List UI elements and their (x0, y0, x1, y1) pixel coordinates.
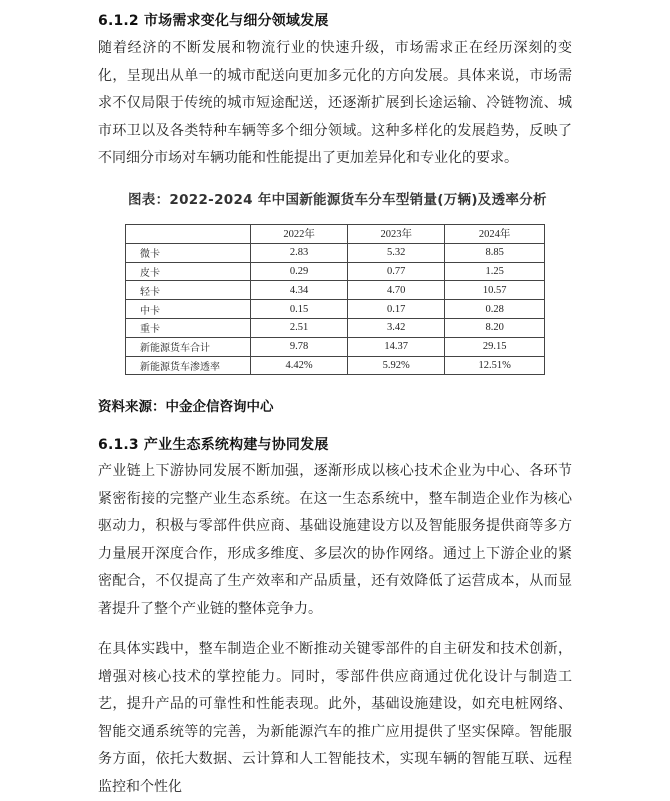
section-paragraph-market-demand: 随着经济的不断发展和物流行业的快速升级，市场需求正在经历深刻的变化，呈现出从单一的城市配送向更加多元化的方向发展。具体来说，市场需求不仅局限于传统的城市短途配送，还逐渐扩展到长途运输、冷链物流、城市环卫以及各类特种车辆等多个细分领域。这种多样化的发展趋势，反映了不同细分市场对车辆功能和性能提出了更加差异化和专业化的要求。 (98, 40, 572, 166)
section-paragraph-ecosystem: 产业链上下游协同发展不断加强，逐渐形成以核心技术企业为中心、各环节紧密衔接的完整产业生态系统。在这一生态系统中，整车制造企业作为核心驱动力，积极与零部件供应商、基础设施建设方以及智能服务提供商等多方力量展开深度合作，形成多维度、多层次的协作网络。通过上下游企业的紧密配合，不仅提高了生产效率和产品质量，还有效降低了运营成本，从而显著提升了整个产业链的整体竞争力。 (98, 463, 572, 617)
table-row (126, 356, 545, 375)
table-cell: 2.51 (251, 318, 348, 337)
table-row (126, 243, 545, 262)
table-cell: 8.85 (445, 243, 545, 262)
column-header: 2024年 (445, 225, 545, 244)
row-label: 新能源货车合计 (126, 337, 251, 356)
table-cell: 8.20 (445, 318, 545, 337)
table-cell: 29.15 (445, 337, 545, 356)
column-header: 2022年 (251, 225, 348, 244)
table-header-row (126, 225, 545, 244)
section-heading-6-1-3: 6.1.3 产业生态系统构建与协同发展 (98, 437, 329, 453)
table-cell: 0.17 (348, 300, 445, 319)
table-cell: 4.34 (251, 281, 348, 300)
column-header: 2023年 (348, 225, 445, 244)
table-cell: 0.15 (251, 300, 348, 319)
section-heading-6-1-2: 6.1.2 市场需求变化与细分领域发展 (98, 13, 329, 29)
table-corner-cell (126, 225, 251, 244)
table-row (126, 262, 545, 281)
table-row (126, 318, 545, 337)
row-label: 皮卡 (126, 262, 251, 281)
row-label: 重卡 (126, 318, 251, 337)
row-label: 新能源货车渗透率 (126, 356, 251, 375)
table-row (126, 300, 545, 319)
table-cell: 10.57 (445, 281, 545, 300)
row-label: 中卡 (126, 300, 251, 319)
table-cell: 2.83 (251, 243, 348, 262)
table-cell: 0.77 (348, 262, 445, 281)
table-cell: 1.25 (445, 262, 545, 281)
data-source: 资料来源：中金企信咨询中心 (98, 399, 274, 415)
table-cell: 4.70 (348, 281, 445, 300)
table-cell: 0.28 (445, 300, 545, 319)
table-caption: 图表：2022-2024 年中国新能源货车分车型销量(万辆)及透率分析 (128, 192, 547, 208)
section-paragraph-practice: 在具体实践中，整车制造企业不断推动关键零部件的自主研发和技术创新，增强对核心技术的掌控能力。同时，零部件供应商通过优化设计与制造工艺，提升产品的可靠性和性能表现。此外，基础设施建设，如充电桩网络、智能交通系统等的完善，为新能源汽车的推广应用提供了坚实保障。智能服务方面，依托大数据、云计算和人工智能技术，实现车辆的智能互联、远程监控和个性化 (98, 641, 572, 795)
table-cell: 9.78 (251, 337, 348, 356)
sales-table (125, 224, 545, 375)
table-row (126, 337, 545, 356)
table-cell: 12.51% (445, 356, 545, 375)
table-cell: 3.42 (348, 318, 445, 337)
sales-table-container (125, 224, 545, 375)
table-row (126, 281, 545, 300)
table-cell: 5.32 (348, 243, 445, 262)
row-label: 微卡 (126, 243, 251, 262)
table-cell: 0.29 (251, 262, 348, 281)
table-cell: 5.92% (348, 356, 445, 375)
row-label: 轻卡 (126, 281, 251, 300)
table-cell: 14.37 (348, 337, 445, 356)
table-cell: 4.42% (251, 356, 348, 375)
